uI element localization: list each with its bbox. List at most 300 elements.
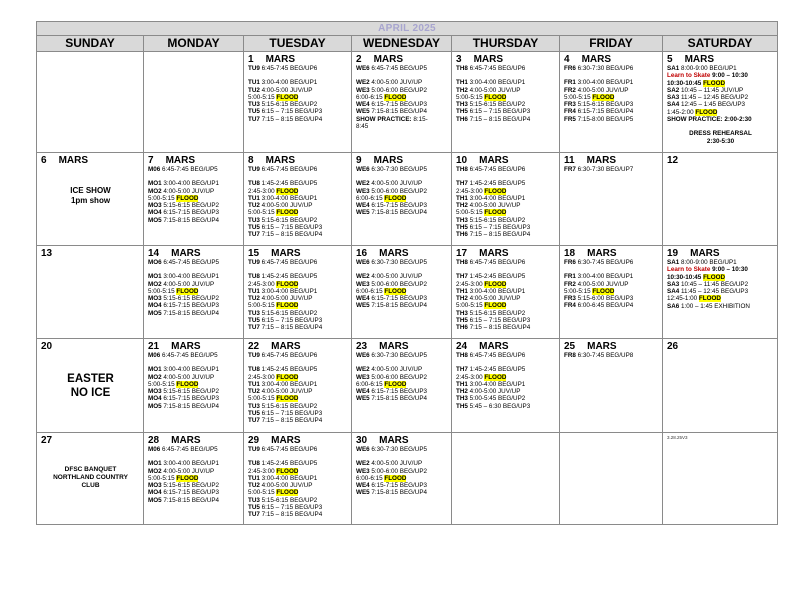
flood-label: FLOOD — [698, 295, 721, 303]
schedule-line — [667, 266, 774, 273]
schedule-line — [356, 446, 448, 453]
session-code: TU8 — [248, 273, 260, 281]
schedule-text: 8:00-9:00 BEG/UP1 — [679, 259, 737, 266]
day-cell — [560, 52, 663, 153]
session-code: FR6 — [564, 65, 576, 72]
line-gap — [356, 266, 448, 273]
session-code: TU2 — [248, 295, 260, 303]
weekday-sunday: SUNDAY — [37, 36, 144, 52]
schedule-text: 4:00-5:00 JUV/UP — [575, 86, 629, 94]
schedule-text: 5:00-6:00 BEG/UP2 — [369, 373, 428, 381]
schedule-line — [248, 166, 348, 173]
line-gap — [148, 359, 240, 366]
schedule-line — [564, 259, 659, 266]
schedule-text: 5:15-6:15 BEG/UP2 — [467, 216, 526, 224]
event-name: MARS — [165, 155, 196, 166]
flood-label: FLOOD — [703, 79, 726, 87]
schedule-line — [667, 303, 774, 310]
line-gap — [248, 173, 348, 180]
schedule-line — [248, 310, 348, 317]
schedule-text: 5:15-6:15 BEG/UP2 — [259, 101, 318, 109]
schedule-line — [456, 195, 556, 202]
schedule-line — [248, 108, 348, 115]
day-header — [41, 248, 140, 259]
line-gap — [356, 72, 448, 79]
schedule-text: 5:00-5:15 — [148, 474, 177, 482]
schedule-line — [148, 180, 240, 187]
flood-label: FLOOD — [276, 489, 299, 497]
session-code: TH2 — [456, 388, 468, 396]
day-number: 5 — [667, 54, 673, 65]
session-code: TH5 — [456, 108, 468, 116]
schedule-text: 6:15-7:15 BEG/UP3 — [161, 209, 220, 217]
schedule-text: 7:15-8:15 BEG/UP4 — [369, 302, 428, 310]
schedule-bold-text: 10:30-10:45 — [667, 79, 704, 87]
session-code: MO2 — [148, 373, 162, 381]
line-gap — [248, 266, 348, 273]
day-cell-content — [244, 153, 351, 239]
schedule-line — [148, 482, 240, 489]
schedule-line — [456, 273, 556, 280]
schedule-text: 4:00-5:00 JUV/UP — [575, 280, 629, 288]
weekday-saturday: SATURDAY — [663, 36, 778, 52]
day-header — [564, 155, 659, 166]
day-number: 30 — [356, 435, 368, 446]
day-cell — [452, 433, 560, 525]
weekday-friday: FRIDAY — [560, 36, 663, 52]
session-code: FR5 — [564, 115, 576, 123]
schedule-line — [667, 72, 774, 79]
schedule-text: 4:00-5:00 JUV/UP — [161, 467, 215, 475]
session-code: FR3 — [564, 295, 576, 303]
schedule-line — [564, 79, 659, 86]
schedule-text: 6:15 – 7:15 BEG/UP3 — [259, 504, 323, 512]
schedule-line — [564, 108, 659, 115]
session-code: TH3 — [456, 216, 468, 224]
session-code: MO3 — [148, 202, 162, 210]
calendar-table — [36, 21, 778, 525]
day-header — [356, 341, 448, 352]
day-cell — [560, 339, 663, 433]
schedule-line — [667, 87, 774, 94]
session-code: WE5 — [356, 489, 370, 497]
week-row — [37, 433, 778, 525]
day-number: 20 — [41, 341, 53, 352]
session-code: WE5 — [356, 209, 370, 217]
day-header — [41, 341, 140, 352]
schedule-text: 4:00-5:00 JUV/UP — [259, 86, 313, 94]
schedule-bold-text: 10:30-10:45 — [667, 273, 704, 281]
title-row — [37, 22, 778, 36]
schedule-line — [667, 281, 774, 288]
schedule-line — [356, 302, 448, 309]
schedule-text: 3:00-4:00 BEG/UP1 — [467, 194, 526, 202]
schedule-bold-text: SHOW PRACTICE: 2:00-2:30 — [667, 116, 752, 124]
session-code: TU7 — [248, 324, 260, 332]
schedule-line — [356, 259, 448, 266]
day-cell — [244, 433, 352, 525]
week-row — [37, 339, 778, 433]
schedule-line — [564, 288, 659, 295]
schedule-text: 6:30-7:30 BEG/UP5 — [369, 166, 428, 173]
schedule-line — [148, 209, 240, 216]
event-name: MARS — [171, 341, 201, 352]
schedule-line — [356, 381, 448, 388]
flood-label: FLOOD — [176, 380, 199, 388]
schedule-text: 6:15-7:15 BEG/UP4 — [575, 108, 634, 116]
schedule-text: 6:30-7:30 BEG/UP5 — [369, 446, 428, 453]
schedule-line — [148, 489, 240, 496]
schedule-text: 5:15-6:15 BEG/UP2 — [161, 295, 220, 303]
schedule-line — [667, 80, 774, 87]
day-number: 6 — [41, 155, 47, 166]
event-name: MARS — [473, 54, 504, 65]
schedule-line — [564, 65, 659, 72]
day-cell — [663, 52, 778, 153]
schedule-line — [456, 188, 556, 195]
schedule-line — [148, 388, 240, 395]
schedule-line — [248, 101, 348, 108]
schedule-line — [148, 374, 240, 381]
schedule-text: 5:00-5:15 — [564, 287, 593, 295]
flood-label: FLOOD — [484, 187, 507, 195]
schedule-line — [456, 366, 556, 373]
flood-label: FLOOD — [384, 93, 407, 101]
session-code: TU9 — [248, 446, 260, 453]
flood-label: FLOOD — [695, 108, 718, 116]
day-cell — [352, 339, 452, 433]
schedule-line — [456, 108, 556, 115]
event-name: MARS — [581, 54, 612, 65]
day-header — [248, 155, 348, 166]
session-code: WE3 — [356, 86, 370, 94]
schedule-text: 5:15-6:15 BEG/UP3 — [575, 101, 634, 109]
flood-label: FLOOD — [176, 287, 199, 295]
day-header — [667, 155, 774, 166]
flood-label: FLOOD — [384, 287, 407, 295]
schedule-line — [564, 281, 659, 288]
event-name: MARS — [171, 248, 201, 259]
day-header — [356, 435, 448, 446]
schedule-text: 3:00-4:00 BEG/UP1 — [467, 380, 526, 388]
schedule-text: 6:15-7:15 BEG/UP3 — [161, 489, 220, 497]
schedule-line — [356, 94, 448, 101]
schedule-line — [667, 259, 774, 266]
learn-to-skate-label: Learn to Skate — [667, 72, 711, 80]
schedule-text: 1:45-2:45 BEG/UP5 — [467, 273, 526, 281]
weekday-header-row — [37, 36, 778, 52]
schedule-line — [248, 324, 348, 331]
day-number: 8 — [248, 155, 254, 166]
session-code: WE6 — [356, 65, 370, 72]
schedule-text: 8:15- — [411, 115, 428, 123]
note-line: DFSC BANQUET — [64, 466, 117, 473]
schedule-text: 2:45-3:00 — [248, 187, 277, 195]
event-name: MARS — [684, 54, 715, 65]
event-name: MARS — [379, 248, 409, 259]
schedule-line — [356, 475, 448, 482]
schedule-text: 3:00-4:00 BEG/UP1 — [259, 79, 318, 87]
schedule-line — [356, 108, 448, 115]
schedule-text: 7:15-8:15 BEG/UP4 — [161, 216, 220, 224]
schedule-text: 6:45-7:45 BEG/UP6 — [467, 166, 526, 173]
schedule-line — [356, 180, 448, 187]
session-code: TU3 — [248, 216, 260, 224]
schedule-line — [248, 475, 348, 482]
day-number: 2 — [356, 54, 362, 65]
schedule-line — [248, 446, 348, 453]
schedule-text: 3:00-4:00 BEG/UP1 — [575, 273, 634, 281]
schedule-line — [667, 101, 774, 108]
day-header — [41, 155, 140, 166]
schedule-text: 4:00-5:00 JUV/UP — [259, 295, 313, 303]
session-code: WE4 — [356, 388, 370, 396]
day-header — [356, 155, 448, 166]
schedule-line — [248, 482, 348, 489]
day-cell-content — [452, 339, 559, 410]
schedule-text: 5:00-6:00 BEG/UP2 — [369, 280, 428, 288]
session-code: WE4 — [356, 295, 370, 303]
schedule-line — [456, 395, 556, 402]
schedule-text: 5:00-5:15 — [148, 287, 177, 295]
session-code: TU5 — [248, 317, 260, 325]
schedule-text: 11:45 – 12:45 BEG/UP3 — [679, 288, 749, 296]
schedule-text: 4:00-5:00 JUV/UP — [467, 86, 521, 94]
schedule-line — [356, 116, 448, 123]
schedule-line — [356, 79, 448, 86]
session-code: TH8 — [456, 352, 468, 359]
schedule-text: 6:45-7:45 BEG/UP6 — [259, 446, 318, 453]
schedule-line — [248, 511, 348, 518]
session-code: WE4 — [356, 482, 370, 490]
line-gap — [148, 173, 240, 180]
event-name: MARS — [271, 435, 301, 446]
session-code: WE6 — [356, 352, 370, 359]
schedule-line — [148, 468, 240, 475]
learn-to-skate-label: Learn to Skate — [667, 266, 711, 274]
day-cell — [144, 339, 244, 433]
schedule-text: 6:15 – 7:15 BEG/UP3 — [259, 108, 323, 116]
schedule-line — [356, 482, 448, 489]
flood-label: FLOOD — [592, 287, 615, 295]
session-code: TU5 — [248, 504, 260, 512]
version-label: 3.28.25V3 — [667, 435, 688, 440]
session-code: MO2 — [148, 467, 162, 475]
schedule-text: 10:45 – 11:45 JUV/UP — [679, 86, 744, 94]
line-gap — [356, 359, 448, 366]
schedule-line — [356, 87, 448, 94]
schedule-line — [356, 366, 448, 373]
schedule-text: 1:45-2:45 BEG/UP5 — [259, 180, 318, 188]
session-code: MO5 — [148, 402, 162, 410]
schedule-text: 7:15 – 8:15 BEG/UP4 — [467, 115, 531, 123]
session-code: TU2 — [248, 86, 260, 94]
weekday-wednesday: WEDNESDAY — [352, 36, 452, 52]
schedule-text: 5:15-6:15 BEG/UP2 — [259, 309, 318, 317]
day-header — [456, 341, 556, 352]
schedule-text: 2:45-3:00 — [248, 280, 277, 288]
flood-label: FLOOD — [276, 302, 299, 310]
day-number: 22 — [248, 341, 260, 352]
session-code: MO4 — [148, 395, 162, 403]
day-header — [667, 248, 774, 259]
schedule-text: 3:00-4:00 BEG/UP1 — [259, 380, 318, 388]
line-gap — [564, 72, 659, 79]
schedule-text: 6:30-7:30 BEG/UP5 — [369, 352, 428, 359]
day-cell-content — [452, 246, 559, 332]
schedule-text: 4:00-5:00 JUV/UP — [467, 202, 521, 210]
session-code: TH5 — [456, 402, 468, 410]
schedule-text: 8:00-9:00 BEG/UP1 — [679, 65, 737, 72]
day-cell-content — [560, 153, 662, 173]
schedule-line — [667, 109, 774, 116]
schedule-text: 6:15 – 7:15 BEG/UP3 — [259, 410, 323, 418]
session-code: TH1 — [456, 380, 468, 388]
schedule-text: 1:45-2:45 BEG/UP5 — [467, 180, 526, 188]
session-code: TU3 — [248, 309, 260, 317]
schedule-line — [356, 195, 448, 202]
schedule-bold-text: 9:00 – 10:30 — [710, 266, 748, 274]
schedule-line — [456, 87, 556, 94]
schedule-text: 6:00-6:15 — [356, 380, 385, 388]
day-cell-content — [560, 52, 662, 123]
schedule-line — [248, 79, 348, 86]
session-code: WE4 — [356, 101, 370, 109]
session-code: WE4 — [356, 202, 370, 210]
day-number: 11 — [564, 155, 575, 166]
schedule-line — [456, 388, 556, 395]
day-cell — [352, 52, 452, 153]
schedule-text: 6:15-7:15 BEG/UP3 — [161, 302, 220, 310]
schedule-text: 2:45-3:00 — [456, 187, 485, 195]
schedule-line — [248, 417, 348, 424]
schedule-line — [456, 116, 556, 123]
event-name: MARS — [265, 54, 296, 65]
day-header — [41, 435, 140, 446]
schedule-text: 6:30-7:30 BEG/UP6 — [575, 65, 634, 72]
schedule-text: 12:45-1:00 — [667, 295, 699, 303]
schedule-text: 6:15-7:15 BEG/UP3 — [369, 295, 428, 303]
day-header — [564, 341, 659, 352]
flood-label: FLOOD — [176, 194, 199, 202]
schedule-text: 7:15 – 8:15 BEG/UP4 — [259, 324, 323, 332]
day-cell — [144, 246, 244, 339]
schedule-text: 6:00-6:15 — [356, 474, 385, 482]
schedule-text: 6:15 – 7:15 BEG/UP3 — [467, 224, 531, 232]
day-cell-content — [37, 339, 143, 400]
flood-label: FLOOD — [484, 93, 507, 101]
schedule-bold-text: SHOW PRACTICE: — [356, 115, 412, 123]
schedule-text: 6:15-7:15 BEG/UP3 — [369, 202, 428, 210]
schedule-text: 3:00-4:00 BEG/UP1 — [259, 474, 318, 482]
flood-label: FLOOD — [484, 373, 507, 381]
day-header — [667, 54, 774, 65]
session-code: TU8 — [248, 366, 260, 374]
session-code: WE6 — [356, 166, 370, 173]
schedule-text: 6:15 – 7:15 BEG/UP3 — [259, 317, 323, 325]
schedule-text: 4:00-5:00 JUV/UP — [161, 187, 215, 195]
schedule-line — [248, 374, 348, 381]
day-cell-content — [144, 339, 243, 410]
day-number: 19 — [667, 248, 679, 259]
schedule-line — [356, 65, 448, 72]
session-code: WE5 — [356, 108, 370, 116]
session-code: TH5 — [456, 317, 468, 325]
session-code: WE5 — [356, 302, 370, 310]
session-code: TH1 — [456, 79, 468, 87]
day-number: 21 — [148, 341, 160, 352]
schedule-text: 3:00-4:00 BEG/UP1 — [259, 194, 318, 202]
schedule-line — [148, 281, 240, 288]
session-code: TU9 — [248, 65, 260, 72]
session-code: TH6 — [456, 115, 468, 123]
session-code: TU7 — [248, 115, 260, 123]
day-cell — [144, 52, 244, 153]
day-cell-content — [663, 339, 777, 352]
schedule-text: 1:45-2:45 BEG/UP5 — [259, 366, 318, 374]
schedule-text: 6:15 – 7:15 BEG/UP3 — [259, 224, 323, 232]
schedule-text: 3:00-4:00 BEG/UP1 — [161, 460, 220, 468]
week-row — [37, 52, 778, 153]
session-code: TU2 — [248, 388, 260, 396]
session-code: MO1 — [148, 460, 162, 468]
schedule-line — [456, 79, 556, 86]
schedule-line — [456, 374, 556, 381]
day-cell-content — [663, 433, 777, 440]
line-gap — [148, 453, 240, 460]
event-name: MARS — [587, 341, 617, 352]
schedule-text: 5:00-5:15 — [456, 209, 485, 217]
session-code: TU9 — [248, 166, 260, 173]
schedule-line — [248, 281, 348, 288]
schedule-text: 5:00-5:15 — [456, 93, 485, 101]
schedule-text: 7:15-8:15 BEG/UP4 — [161, 402, 220, 410]
day-cell-content — [352, 153, 451, 217]
flood-label: FLOOD — [276, 93, 299, 101]
session-code: TH3 — [456, 395, 468, 403]
schedule-line — [248, 403, 348, 410]
schedule-text: 5:00-5:15 — [456, 302, 485, 310]
session-code: M06 — [148, 446, 161, 453]
session-code: TH3 — [456, 309, 468, 317]
day-number: 12 — [667, 155, 679, 166]
schedule-line — [148, 288, 240, 295]
schedule-line — [456, 302, 556, 309]
schedule-line — [248, 388, 348, 395]
schedule-line — [248, 410, 348, 417]
session-code: TU5 — [248, 224, 260, 232]
line-gap — [456, 359, 556, 366]
day-cell — [452, 339, 560, 433]
day-cell-content — [144, 246, 243, 317]
schedule-text: 5:15-6:15 BEG/UP2 — [467, 309, 526, 317]
session-code: TH8 — [456, 259, 468, 266]
schedule-text: 1:00 – 1:45 EXHIBITION — [679, 302, 750, 310]
day-header — [667, 341, 774, 352]
day-header — [456, 54, 556, 65]
schedule-text: 10:45 – 11:45 BEG/UP2 — [679, 280, 749, 288]
session-code: MO3 — [148, 295, 162, 303]
schedule-text: 6:15-7:15 BEG/UP3 — [161, 395, 220, 403]
schedule-line — [148, 446, 240, 453]
schedule-line — [248, 259, 348, 266]
schedule-text: 5:15-6:15 BEG/UP2 — [259, 216, 318, 224]
event-name: MARS — [373, 54, 404, 65]
line-gap — [248, 72, 348, 79]
schedule-line — [456, 288, 556, 295]
schedule-text: 6:45-7:45 BEG/UP6 — [259, 259, 318, 266]
flood-label: FLOOD — [384, 474, 407, 482]
